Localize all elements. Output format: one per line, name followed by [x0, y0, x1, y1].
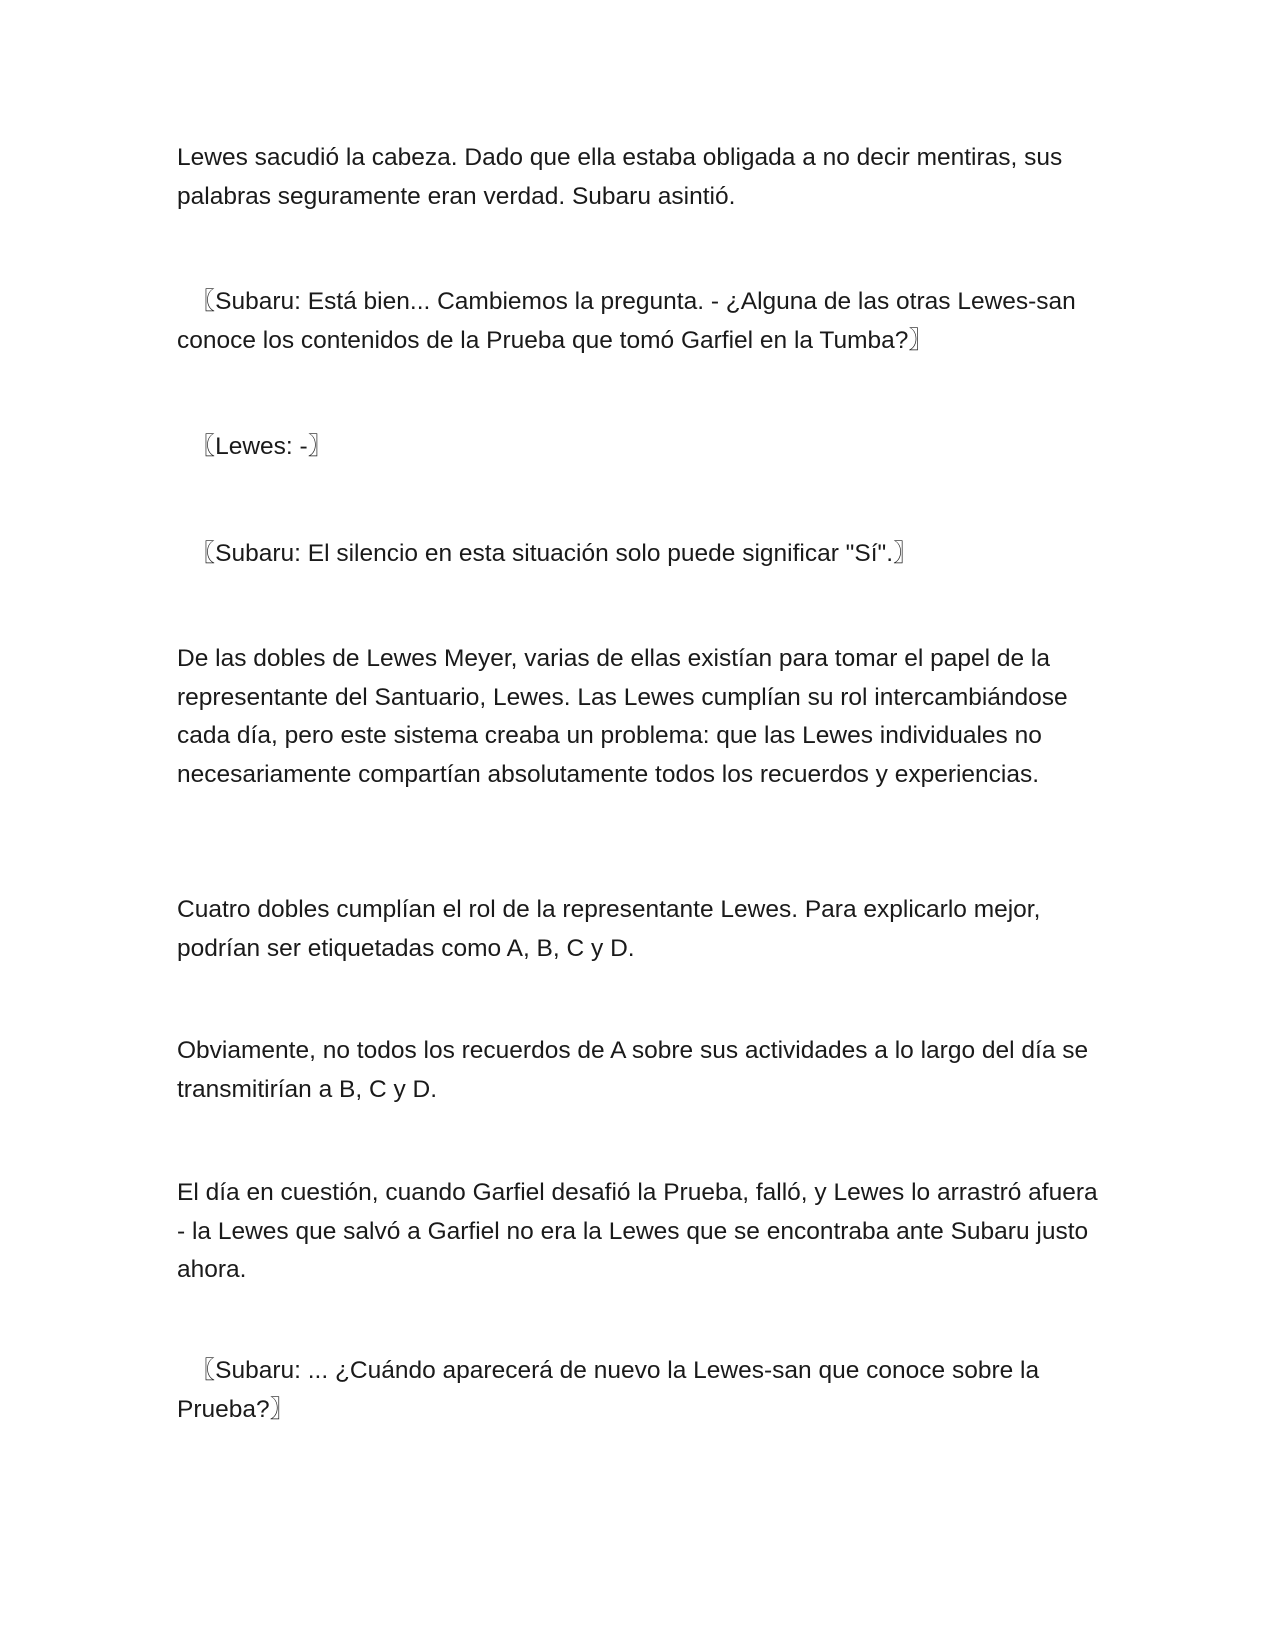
paragraph-narration-4: Obviamente, no todos los recuerdos de A sobre sus actividades a lo largo del día se transmitirían a B, C y D. [177, 1037, 1089, 1103]
paragraph-narration-5: El día en cuestión, cuando Garfiel desafió la Prueba, falló, y Lewes lo arrastró afuera - la Lewes que salvó a Garfiel no era la Lewes que se encontraba ante Subaru justo ahora. [177, 1179, 1098, 1283]
paragraph-narration-3: Cuatro dobles cumplían el rol de la representante Lewes. Para explicarlo mejor, podrían ser etiquetadas como A, B, C y D. [177, 896, 1041, 962]
paragraph-narration-1: Lewes sacudió la cabeza. Dado que ella estaba obligada a no decir mentiras, sus palabras seguramente eran verdad. Subaru asintió. [177, 144, 1063, 210]
paragraph-dialogue-subaru-3: 〖Subaru: ... ¿Cuándo aparecerá de nuevo la Lewes-san que conoce sobre la Prueba?〗 [177, 1357, 1040, 1423]
paragraph-dialogue-subaru-1: 〖Subaru: Está bien... Cambiemos la pregunta. - ¿Alguna de las otras Lewes-san conoce los contenidos de la Prueba que tomó Garfiel en la Tumba?〗 [177, 288, 1076, 354]
paragraph-dialogue-lewes: 〖Lewes: -〗 [177, 433, 333, 460]
paragraph-narration-2: De las dobles de Lewes Meyer, varias de ellas existían para tomar el papel de la representante del Santuario, Lewes. Las Lewes cumplían su rol intercambiándose cada día, pero este sistema creaba un problema: que las Lewes individuales no necesariamente compartían absolutamente todos los recuerdos y experiencias. [177, 645, 1068, 788]
paragraph-dialogue-subaru-2: 〖Subaru: El silencio en esta situación solo puede significar "Sí".〗 [177, 540, 918, 567]
